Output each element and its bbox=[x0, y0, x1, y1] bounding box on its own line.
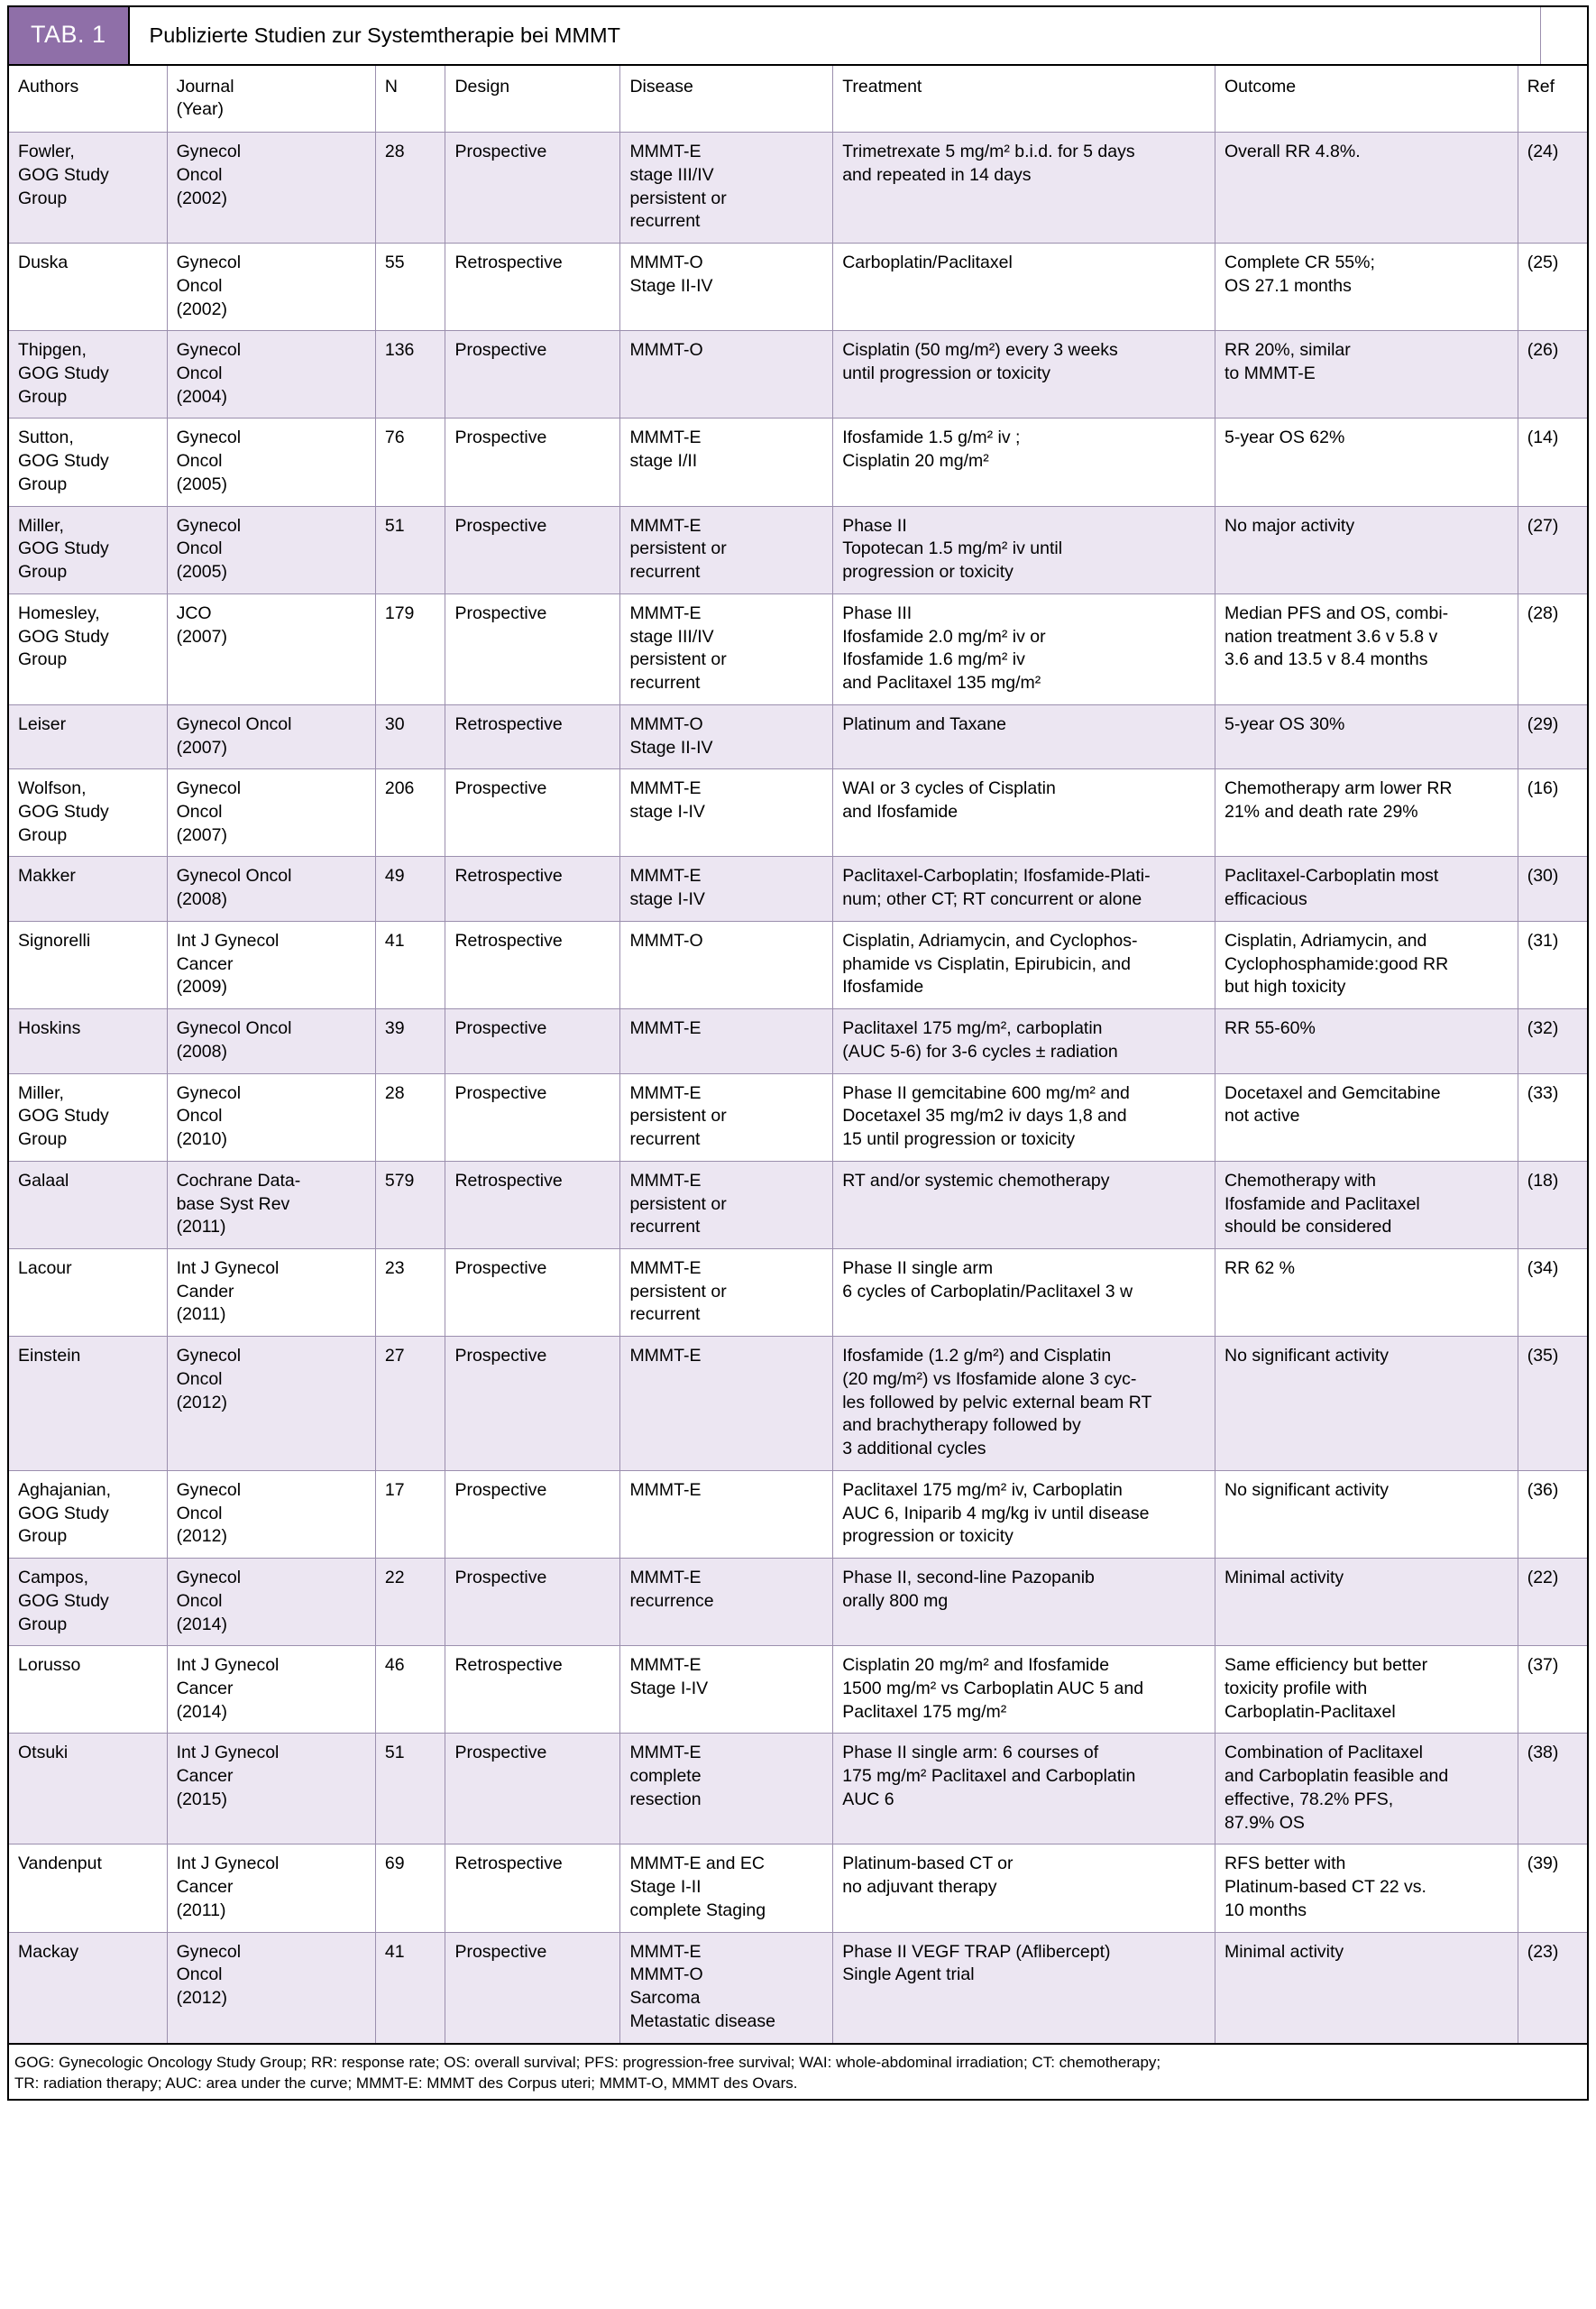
column-header-outcome: Outcome bbox=[1215, 66, 1518, 133]
cell-design: Prospective bbox=[445, 419, 620, 506]
cell-treatment: Phase II, second-line Pazopanib orally 800 mg bbox=[833, 1559, 1215, 1646]
cell-treatment: Ifosfamide (1.2 g/m²) and Cisplatin (20 mg/m²) vs Ifosfamide alone 3 cyc- les followed by pelvic external beam RT and brachytherapy followed by 3 additional cycles bbox=[833, 1337, 1215, 1471]
cell-disease: MMMT-E bbox=[620, 1470, 833, 1558]
column-header-authors: Authors bbox=[8, 66, 167, 133]
cell-n: 49 bbox=[375, 857, 445, 921]
cell-outcome: Minimal activity bbox=[1215, 1932, 1518, 2043]
cell-outcome: Median PFS and OS, combi- nation treatment 3.6 v 5.8 v 3.6 and 13.5 v 8.4 months bbox=[1215, 593, 1518, 704]
cell-authors: Leiser bbox=[8, 704, 167, 768]
cell-treatment: RT and/or systemic chemotherapy bbox=[833, 1161, 1215, 1248]
cell-n: 206 bbox=[375, 769, 445, 857]
cell-disease: MMMT-E complete resection bbox=[620, 1734, 833, 1844]
cell-design: Prospective bbox=[445, 133, 620, 244]
cell-n: 579 bbox=[375, 1161, 445, 1248]
table-row bbox=[8, 331, 1588, 419]
table-footnote-row bbox=[8, 2044, 1588, 2101]
cell-outcome: RR 55-60% bbox=[1215, 1009, 1518, 1073]
cell-journal: Gynecol Oncol (2004) bbox=[167, 331, 375, 419]
cell-treatment: Paclitaxel 175 mg/m² iv, Carboplatin AUC 6, Iniparib 4 mg/kg iv until disease progression or toxicity bbox=[833, 1470, 1215, 1558]
cell-outcome: RFS better with Platinum-based CT 22 vs. 10 months bbox=[1215, 1844, 1518, 1932]
cell-journal: Gynecol Oncol (2014) bbox=[167, 1559, 375, 1646]
table-header-row bbox=[8, 66, 1588, 133]
table-row bbox=[8, 419, 1588, 506]
cell-n: 76 bbox=[375, 419, 445, 506]
cell-design: Prospective bbox=[445, 1932, 620, 2043]
table-row bbox=[8, 1646, 1588, 1734]
cell-ref: (38) bbox=[1518, 1734, 1588, 1844]
cell-disease: MMMT-E bbox=[620, 1009, 833, 1073]
cell-design: Retrospective bbox=[445, 857, 620, 921]
table-row bbox=[8, 1470, 1588, 1558]
cell-disease: MMMT-E stage I/II bbox=[620, 419, 833, 506]
table-caption-row bbox=[8, 6, 1588, 66]
cell-treatment: Phase II single arm: 6 courses of 175 mg/m² Paclitaxel and Carboplatin AUC 6 bbox=[833, 1734, 1215, 1844]
cell-disease: MMMT-E bbox=[620, 1337, 833, 1471]
cell-treatment: Cisplatin (50 mg/m²) every 3 weeks until progression or toxicity bbox=[833, 331, 1215, 419]
cell-journal: Gynecol Oncol (2007) bbox=[167, 769, 375, 857]
cell-treatment: Phase II Topotecan 1.5 mg/m² iv until progression or toxicity bbox=[833, 506, 1215, 593]
cell-n: 30 bbox=[375, 704, 445, 768]
cell-authors: Vandenput bbox=[8, 1844, 167, 1932]
cell-journal: Gynecol Oncol (2002) bbox=[167, 244, 375, 331]
cell-disease: MMMT-E stage III/IV persistent or recurrent bbox=[620, 593, 833, 704]
cell-n: 28 bbox=[375, 133, 445, 244]
cell-journal: Gynecol Oncol (2010) bbox=[167, 1073, 375, 1161]
table-row bbox=[8, 921, 1588, 1008]
cell-authors: Lacour bbox=[8, 1249, 167, 1337]
cell-journal: Int J Gynecol Cancer (2011) bbox=[167, 1844, 375, 1932]
cell-authors: Duska bbox=[8, 244, 167, 331]
cell-design: Retrospective bbox=[445, 244, 620, 331]
cell-n: 136 bbox=[375, 331, 445, 419]
cell-outcome: Complete CR 55%; OS 27.1 months bbox=[1215, 244, 1518, 331]
cell-n: 41 bbox=[375, 921, 445, 1008]
cell-disease: MMMT-E recurrence bbox=[620, 1559, 833, 1646]
cell-outcome: Paclitaxel-Carboplatin most efficacious bbox=[1215, 857, 1518, 921]
column-header-ref: Ref bbox=[1518, 66, 1588, 133]
cell-authors: Einstein bbox=[8, 1337, 167, 1471]
cell-journal: Int J Gynecol Cander (2011) bbox=[167, 1249, 375, 1337]
table-footnote: GOG: Gynecologic Oncology Study Group; RR: response rate; OS: overall survival; PFS: progression-free survival; WAI: whole-abdominal irradiation; CT: chemotherapy; TR: radiation therapy; AUC: area under the curve; MMMT-E: MMMT des Corpus uteri; MMMT-O, MMMT des Ovars. bbox=[8, 2044, 1588, 2101]
cell-journal: Gynecol Oncol (2005) bbox=[167, 506, 375, 593]
cell-ref: (16) bbox=[1518, 769, 1588, 857]
cell-disease: MMMT-E stage I-IV bbox=[620, 769, 833, 857]
studies-table bbox=[7, 5, 1589, 2101]
table-number-badge: TAB. 1 bbox=[9, 7, 130, 64]
cell-journal: Gynecol Oncol (2012) bbox=[167, 1337, 375, 1471]
cell-ref: (23) bbox=[1518, 1932, 1588, 2043]
table-row bbox=[8, 1932, 1588, 2043]
cell-authors: Makker bbox=[8, 857, 167, 921]
cell-n: 55 bbox=[375, 244, 445, 331]
cell-journal: Gynecol Oncol (2012) bbox=[167, 1932, 375, 2043]
cell-journal: Gynecol Oncol (2012) bbox=[167, 1470, 375, 1558]
cell-authors: Fowler, GOG Study Group bbox=[8, 133, 167, 244]
table-row bbox=[8, 593, 1588, 704]
cell-outcome: Chemotherapy arm lower RR 21% and death rate 29% bbox=[1215, 769, 1518, 857]
cell-journal: Gynecol Oncol (2005) bbox=[167, 419, 375, 506]
cell-authors: Wolfson, GOG Study Group bbox=[8, 769, 167, 857]
cell-authors: Lorusso bbox=[8, 1646, 167, 1734]
cell-treatment: Cisplatin 20 mg/m² and Ifosfamide 1500 mg/m² vs Carboplatin AUC 5 and Paclitaxel 175 mg/m² bbox=[833, 1646, 1215, 1734]
cell-disease: MMMT-E MMMT-O Sarcoma Metastatic disease bbox=[620, 1932, 833, 2043]
cell-authors: Campos, GOG Study Group bbox=[8, 1559, 167, 1646]
cell-outcome: Docetaxel and Gemcitabine not active bbox=[1215, 1073, 1518, 1161]
cell-outcome: Minimal activity bbox=[1215, 1559, 1518, 1646]
cell-ref: (27) bbox=[1518, 506, 1588, 593]
cell-ref: (36) bbox=[1518, 1470, 1588, 1558]
column-header-disease: Disease bbox=[620, 66, 833, 133]
cell-n: 51 bbox=[375, 1734, 445, 1844]
cell-disease: MMMT-E persistent or recurrent bbox=[620, 1161, 833, 1248]
cell-outcome: RR 62 % bbox=[1215, 1249, 1518, 1337]
cell-authors: Miller, GOG Study Group bbox=[8, 1073, 167, 1161]
table-row bbox=[8, 769, 1588, 857]
cell-outcome: Cisplatin, Adriamycin, and Cyclophosphamide:good RR but high toxicity bbox=[1215, 921, 1518, 1008]
cell-treatment: Phase III Ifosfamide 2.0 mg/m² iv or Ifosfamide 1.6 mg/m² iv and Paclitaxel 135 mg/m² bbox=[833, 593, 1215, 704]
cell-n: 179 bbox=[375, 593, 445, 704]
cell-outcome: Combination of Paclitaxel and Carboplatin feasible and effective, 78.2% PFS, 87.9% OS bbox=[1215, 1734, 1518, 1844]
cell-outcome: No significant activity bbox=[1215, 1470, 1518, 1558]
table-row bbox=[8, 1844, 1588, 1932]
table-row bbox=[8, 1009, 1588, 1073]
cell-authors: Miller, GOG Study Group bbox=[8, 506, 167, 593]
cell-authors: Sutton, GOG Study Group bbox=[8, 419, 167, 506]
cell-disease: MMMT-E persistent or recurrent bbox=[620, 1249, 833, 1337]
cell-ref: (22) bbox=[1518, 1559, 1588, 1646]
cell-design: Retrospective bbox=[445, 704, 620, 768]
cell-ref: (32) bbox=[1518, 1009, 1588, 1073]
cell-n: 46 bbox=[375, 1646, 445, 1734]
cell-ref: (39) bbox=[1518, 1844, 1588, 1932]
cell-outcome: No major activity bbox=[1215, 506, 1518, 593]
table-row bbox=[8, 133, 1588, 244]
cell-design: Prospective bbox=[445, 1337, 620, 1471]
cell-ref: (33) bbox=[1518, 1073, 1588, 1161]
table-caption-title: Publizierte Studien zur Systemtherapie bei MMMT bbox=[130, 7, 1540, 64]
cell-design: Retrospective bbox=[445, 921, 620, 1008]
table-row bbox=[8, 1734, 1588, 1844]
cell-ref: (28) bbox=[1518, 593, 1588, 704]
column-header-journal: Journal (Year) bbox=[167, 66, 375, 133]
cell-journal: Gynecol Oncol (2008) bbox=[167, 857, 375, 921]
cell-treatment: Carboplatin/Paclitaxel bbox=[833, 244, 1215, 331]
cell-authors: Signorelli bbox=[8, 921, 167, 1008]
table-row bbox=[8, 506, 1588, 593]
cell-design: Prospective bbox=[445, 593, 620, 704]
cell-journal: JCO (2007) bbox=[167, 593, 375, 704]
cell-authors: Aghajanian, GOG Study Group bbox=[8, 1470, 167, 1558]
cell-ref: (14) bbox=[1518, 419, 1588, 506]
cell-authors: Galaal bbox=[8, 1161, 167, 1248]
cell-journal: Int J Gynecol Cancer (2009) bbox=[167, 921, 375, 1008]
cell-ref: (31) bbox=[1518, 921, 1588, 1008]
cell-treatment: Platinum and Taxane bbox=[833, 704, 1215, 768]
table-row bbox=[8, 1161, 1588, 1248]
cell-n: 51 bbox=[375, 506, 445, 593]
cell-treatment: Phase II gemcitabine 600 mg/m² and Docetaxel 35 mg/m2 iv days 1,8 and 15 until progression or toxicity bbox=[833, 1073, 1215, 1161]
cell-disease: MMMT-E persistent or recurrent bbox=[620, 506, 833, 593]
cell-disease: MMMT-E and EC Stage I-II complete Staging bbox=[620, 1844, 833, 1932]
table-row bbox=[8, 244, 1588, 331]
cell-design: Prospective bbox=[445, 1009, 620, 1073]
cell-outcome: Chemotherapy with Ifosfamide and Paclitaxel should be considered bbox=[1215, 1161, 1518, 1248]
table-row bbox=[8, 1249, 1588, 1337]
column-header-design: Design bbox=[445, 66, 620, 133]
caption-spacer bbox=[1540, 7, 1587, 64]
cell-n: 23 bbox=[375, 1249, 445, 1337]
cell-design: Retrospective bbox=[445, 1161, 620, 1248]
cell-design: Prospective bbox=[445, 1249, 620, 1337]
cell-disease: MMMT-O bbox=[620, 921, 833, 1008]
cell-ref: (24) bbox=[1518, 133, 1588, 244]
cell-treatment: Trimetrexate 5 mg/m² b.i.d. for 5 days and repeated in 14 days bbox=[833, 133, 1215, 244]
table-row bbox=[8, 1073, 1588, 1161]
cell-design: Retrospective bbox=[445, 1844, 620, 1932]
cell-ref: (37) bbox=[1518, 1646, 1588, 1734]
cell-design: Prospective bbox=[445, 1470, 620, 1558]
cell-journal: Cochrane Data- base Syst Rev (2011) bbox=[167, 1161, 375, 1248]
cell-authors: Hoskins bbox=[8, 1009, 167, 1073]
cell-design: Prospective bbox=[445, 331, 620, 419]
cell-ref: (30) bbox=[1518, 857, 1588, 921]
cell-authors: Homesley, GOG Study Group bbox=[8, 593, 167, 704]
cell-design: Prospective bbox=[445, 769, 620, 857]
cell-treatment: Platinum-based CT or no adjuvant therapy bbox=[833, 1844, 1215, 1932]
cell-disease: MMMT-O Stage II-IV bbox=[620, 704, 833, 768]
cell-outcome: Overall RR 4.8%. bbox=[1215, 133, 1518, 244]
cell-disease: MMMT-E persistent or recurrent bbox=[620, 1073, 833, 1161]
cell-n: 22 bbox=[375, 1559, 445, 1646]
cell-design: Prospective bbox=[445, 1559, 620, 1646]
cell-outcome: No significant activity bbox=[1215, 1337, 1518, 1471]
cell-authors: Thipgen, GOG Study Group bbox=[8, 331, 167, 419]
table-row bbox=[8, 1337, 1588, 1471]
cell-n: 69 bbox=[375, 1844, 445, 1932]
cell-journal: Gynecol Oncol (2002) bbox=[167, 133, 375, 244]
cell-ref: (18) bbox=[1518, 1161, 1588, 1248]
cell-n: 39 bbox=[375, 1009, 445, 1073]
cell-n: 28 bbox=[375, 1073, 445, 1161]
cell-ref: (35) bbox=[1518, 1337, 1588, 1471]
cell-treatment: Phase II VEGF TRAP (Aflibercept) Single Agent trial bbox=[833, 1932, 1215, 2043]
cell-authors: Mackay bbox=[8, 1932, 167, 2043]
cell-design: Prospective bbox=[445, 1734, 620, 1844]
cell-treatment: WAI or 3 cycles of Cisplatin and Ifosfamide bbox=[833, 769, 1215, 857]
table-row bbox=[8, 1559, 1588, 1646]
cell-n: 41 bbox=[375, 1932, 445, 2043]
column-header-n: N bbox=[375, 66, 445, 133]
cell-design: Prospective bbox=[445, 506, 620, 593]
cell-journal: Int J Gynecol Cancer (2014) bbox=[167, 1646, 375, 1734]
cell-design: Retrospective bbox=[445, 1646, 620, 1734]
cell-journal: Gynecol Oncol (2008) bbox=[167, 1009, 375, 1073]
cell-treatment: Paclitaxel-Carboplatin; Ifosfamide-Plati- num; other CT; RT concurrent or alone bbox=[833, 857, 1215, 921]
column-header-treatment: Treatment bbox=[833, 66, 1215, 133]
cell-journal: Gynecol Oncol (2007) bbox=[167, 704, 375, 768]
cell-outcome: 5-year OS 30% bbox=[1215, 704, 1518, 768]
cell-treatment: Cisplatin, Adriamycin, and Cyclophos- phamide vs Cisplatin, Epirubicin, and Ifosfamide bbox=[833, 921, 1215, 1008]
cell-ref: (26) bbox=[1518, 331, 1588, 419]
cell-ref: (29) bbox=[1518, 704, 1588, 768]
cell-outcome: RR 20%, similar to MMMT-E bbox=[1215, 331, 1518, 419]
cell-outcome: Same efficiency but better toxicity profile with Carboplatin-Paclitaxel bbox=[1215, 1646, 1518, 1734]
cell-authors: Otsuki bbox=[8, 1734, 167, 1844]
cell-treatment: Ifosfamide 1.5 g/m² iv ; Cisplatin 20 mg/m² bbox=[833, 419, 1215, 506]
cell-disease: MMMT-O bbox=[620, 331, 833, 419]
cell-ref: (25) bbox=[1518, 244, 1588, 331]
cell-outcome: 5-year OS 62% bbox=[1215, 419, 1518, 506]
cell-disease: MMMT-E stage III/IV persistent or recurrent bbox=[620, 133, 833, 244]
cell-disease: MMMT-E stage I-IV bbox=[620, 857, 833, 921]
table-row bbox=[8, 857, 1588, 921]
cell-treatment: Phase II single arm 6 cycles of Carboplatin/Paclitaxel 3 w bbox=[833, 1249, 1215, 1337]
cell-treatment: Paclitaxel 175 mg/m², carboplatin (AUC 5-6) for 3-6 cycles ± radiation bbox=[833, 1009, 1215, 1073]
cell-n: 27 bbox=[375, 1337, 445, 1471]
cell-n: 17 bbox=[375, 1470, 445, 1558]
cell-disease: MMMT-E Stage I-IV bbox=[620, 1646, 833, 1734]
cell-ref: (34) bbox=[1518, 1249, 1588, 1337]
cell-design: Prospective bbox=[445, 1073, 620, 1161]
cell-disease: MMMT-O Stage II-IV bbox=[620, 244, 833, 331]
table-row bbox=[8, 704, 1588, 768]
cell-journal: Int J Gynecol Cancer (2015) bbox=[167, 1734, 375, 1844]
